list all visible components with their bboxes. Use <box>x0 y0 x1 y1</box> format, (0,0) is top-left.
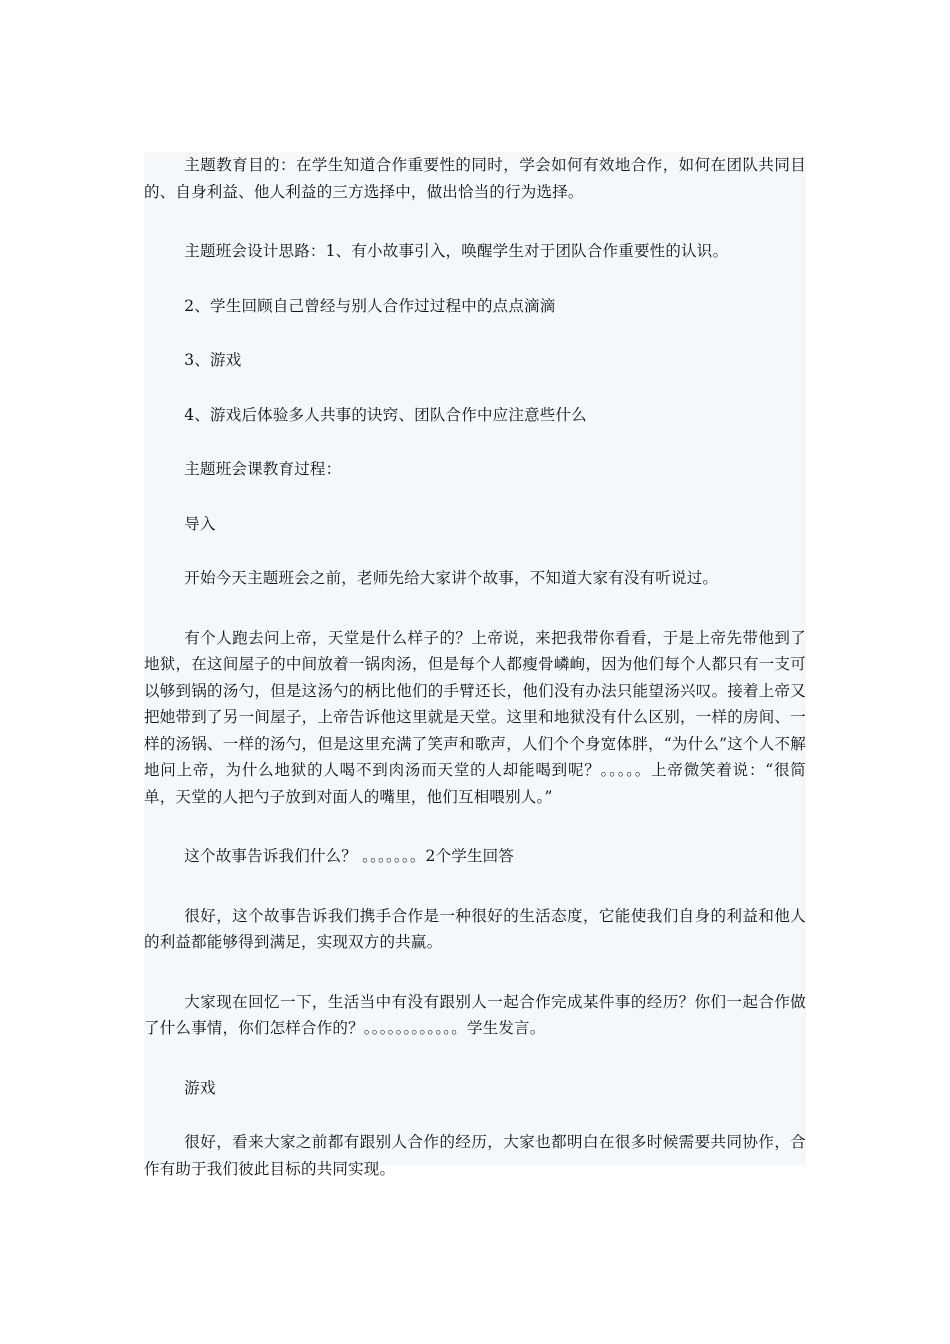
paragraph-question: 这个故事告诉我们什么？ 。。。。。。。2个学生回答 <box>184 847 515 865</box>
paragraph-design-idea: 主题班会设计思路：1、有小故事引入，唤醒学生对于团队合作重要性的认识。 <box>184 242 729 260</box>
paragraph-intro-heading: 导入 <box>184 514 216 533</box>
paragraph-recall: 大家现在回忆一下，生活当中有没有跟别人一起合作完成某件事的经历？你们一起合作做了什么事情，你们怎样合作的？。。。。。。。。。。。。学生发言。 <box>144 992 806 1037</box>
paragraph-game-text: 很好，看来大家之前都有跟别人合作的经历，大家也都明白在很多时候需要共同协作，合作有助于我们彼此目标的共同实现。 <box>144 1133 806 1178</box>
paragraph-step-2: 2、学生回顾自己曾经与别人合作过过程中的点点滴滴 <box>184 296 556 315</box>
paragraph-story: 有个人跑去问上帝，天堂是什么样子的？上帝说，来把我带你看看，于是上帝先带他到了地狱，在这间屋子的中间放着一锅肉汤，但是每个人都瘦骨嶙峋，因为他们每个人都只有一支可以够到锅的汤勺，但是这汤勺的柄比他们的手臂还长，他们没有办法只能望汤兴叹。接着上帝又把她带到了另一间屋子，上帝告诉他这里就是天堂。这里和地狱没有什么区别，一样的房间、一样的汤锅、一样的汤勺，但是这里充满了笑声和歌声，人们个个身宽体胖，“为什么”这个人不解地问上帝，为什么地狱的人喝不到肉汤而天堂的人却能喝到呢？。。。。。上帝微笑着说：“很简单，天堂的人把勺子放到对面人的嘴里，他们互相喂别人。” <box>144 628 806 806</box>
paragraph-process-heading: 主题班会课教育过程： <box>184 460 342 478</box>
paragraph-intro-text: 开始今天主题班会之前，老师先给大家讲个故事，不知道大家有没有听说过。 <box>184 569 719 587</box>
paragraph-purpose: 主题教育目的：在学生知道合作重要性的同时，学会如何有效地合作，如何在团队共同目的、自身利益、他人利益的三方选择中，做出恰当的行为选择。 <box>144 156 806 201</box>
paragraph-step-4: 4、游戏后体验多人共事的诀窍、团队合作中应注意些什么 <box>184 405 587 424</box>
paragraph-story-meaning: 很好，这个故事告诉我们携手合作是一种很好的生活态度，它能使我们自身的利益和他人的利益都能够得到满足，实现双方的共赢。 <box>144 906 806 951</box>
document-body <box>144 152 806 1178</box>
paragraph-game-heading: 游戏 <box>184 1078 216 1097</box>
paragraph-step-3: 3、游戏 <box>184 351 242 369</box>
